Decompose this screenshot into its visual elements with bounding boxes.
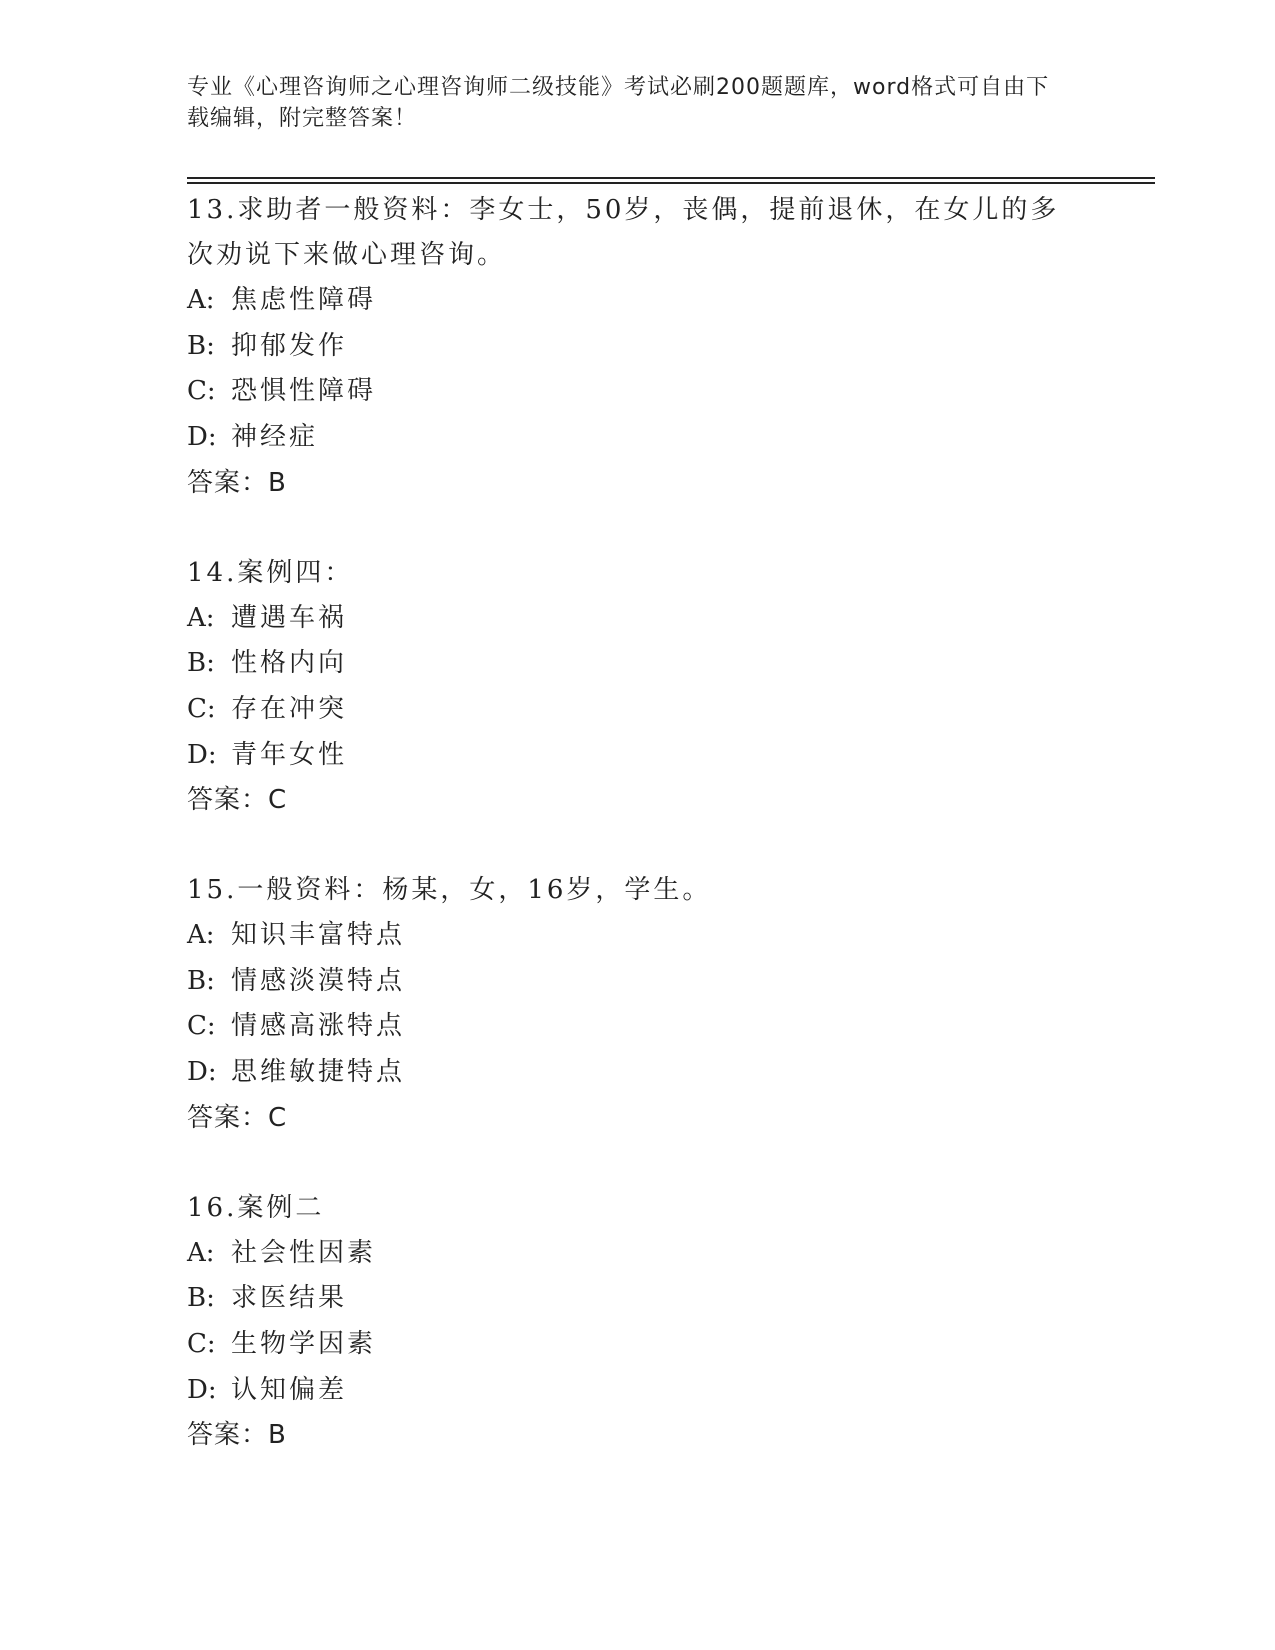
option-text: 抑郁发作 <box>231 330 348 361</box>
option-b <box>187 324 1087 370</box>
option-letter: A: <box>187 285 215 315</box>
option-text: 情感高涨特点 <box>231 1011 406 1042</box>
option-text: 社会性因素 <box>231 1237 377 1268</box>
option-d <box>187 733 1087 779</box>
option-letter: D: <box>187 739 217 770</box>
question-stem: 16.案例二 <box>187 1192 325 1223</box>
option-text: 青年女性 <box>231 739 348 770</box>
answer-line: 答案：B <box>187 467 287 498</box>
option-letter: A: <box>187 1237 215 1268</box>
question-stem: 14.案例四： <box>187 557 354 588</box>
question-16 <box>187 1186 1087 1460</box>
option-text: 知识丰富特点 <box>231 920 406 951</box>
option-letter: C: <box>187 693 216 724</box>
option-b <box>187 1276 1087 1322</box>
option-text: 遭遇车祸 <box>231 602 348 633</box>
option-letter: C: <box>187 376 216 407</box>
option-b <box>187 959 1087 1005</box>
option-a <box>187 1231 1087 1277</box>
option-letter: B: <box>187 648 215 679</box>
option-text: 认知偏差 <box>231 1374 348 1405</box>
option-letter: B: <box>187 330 215 361</box>
option-a <box>187 913 1087 959</box>
option-text: 思维敏捷特点 <box>231 1057 406 1088</box>
question-15 <box>187 868 1087 1142</box>
answer-line: 答案：C <box>187 785 288 816</box>
answer-line: 答案：C <box>187 1102 288 1133</box>
option-letter: D: <box>187 1057 217 1088</box>
option-d <box>187 415 1087 461</box>
option-letter: C: <box>187 1011 216 1042</box>
option-c <box>187 687 1087 733</box>
option-c <box>187 1004 1087 1050</box>
option-text: 存在冲突 <box>231 693 348 724</box>
option-text: 生物学因素 <box>231 1328 377 1359</box>
option-letter: A: <box>187 920 215 951</box>
option-d <box>187 1050 1087 1096</box>
option-d <box>187 1368 1087 1414</box>
question-stem: 15.一般资料：杨某，女，16岁，学生。 <box>187 875 712 906</box>
option-text: 求医结果 <box>231 1283 348 1314</box>
question-stem: 13.求助者一般资料：李女士，50岁，丧偶，提前退休，在女儿的多次劝说下来做心理咨询。 <box>187 195 1060 270</box>
option-a <box>187 596 1087 642</box>
header-divider-bottom <box>187 182 1155 184</box>
option-text: 神经症 <box>231 422 319 453</box>
answer-line: 答案：B <box>187 1420 287 1451</box>
option-b <box>187 641 1087 687</box>
question-list <box>187 188 1087 1459</box>
option-text: 情感淡漠特点 <box>231 965 406 996</box>
header-divider-top <box>187 177 1155 179</box>
option-letter: D: <box>187 422 217 453</box>
question-14 <box>187 551 1087 825</box>
document-header: 专业《心理咨询师之心理咨询师二级技能》考试必刷200题题库，word格式可自由下载编辑，附完整答案！ <box>187 75 1050 131</box>
option-letter: C: <box>187 1328 216 1359</box>
option-letter: A: <box>187 602 215 633</box>
option-c <box>187 369 1087 415</box>
option-text: 恐惧性障碍 <box>231 376 377 407</box>
option-letter: D: <box>187 1374 217 1405</box>
option-c <box>187 1322 1087 1368</box>
option-text: 性格内向 <box>231 648 348 679</box>
option-a <box>187 278 1087 324</box>
option-letter: B: <box>187 1283 215 1314</box>
option-text: 焦虑性障碍 <box>231 285 377 315</box>
question-13 <box>187 188 1087 507</box>
option-letter: B: <box>187 965 215 996</box>
